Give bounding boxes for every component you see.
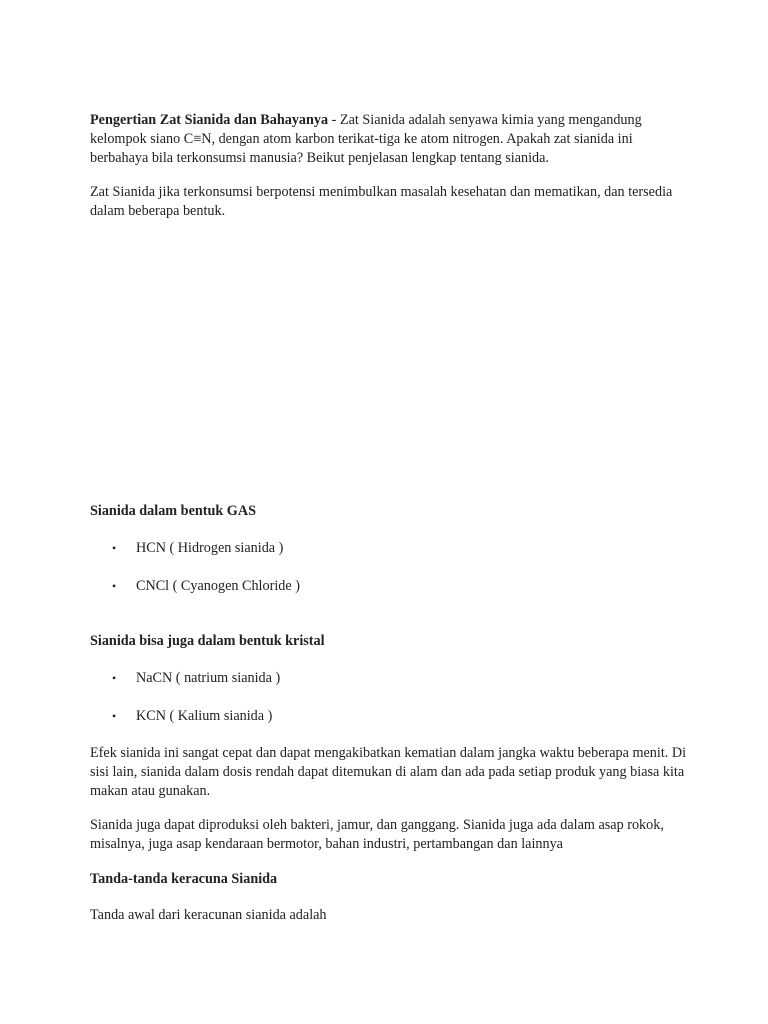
list-item-text: KCN ( Kalium sianida ) [136,708,273,724]
heading-signs: Tanda-tanda keracuna Sianida [90,871,278,887]
paragraph-forms: Zat Sianida jika terkonsumsi berpotensi menimbulkan masalah kesehatan dan mematikan, dan tersedia dalam beberapa bentuk. [90,184,673,219]
list-item [112,577,672,596]
heading-gas: Sianida dalam bentuk GAS [90,503,256,519]
intro-text: Zat Sianida adalah senyawa kimia yang mengandung kelompok siano C≡N, dengan atom karbon terikat-tiga ke atom nitrogen. Apakah zat sianida ini berbahaya bila terkonsumsi manusia? Beikut penjelasan lengkap tentang sianida. [90,112,642,166]
intro-paragraph [90,111,690,168]
heading-crystal: Sianida bisa juga dalam bentuk kristal [90,633,325,649]
bullet-icon: • [112,709,117,723]
intro-title: Pengertian Zat Sianida dan Bahayanya [90,112,329,128]
list-item-text: NaCN ( natrium sianida ) [136,670,281,686]
list-item [112,539,672,558]
list-item [112,669,672,688]
list-item-text: HCN ( Hidrogen sianida ) [136,540,284,556]
paragraph-source: Sianida juga dapat diproduksi oleh bakteri, jamur, dan ganggang. Sianida juga ada dalam asap rokok, misalnya, juga asap kendaraan bermotor, bahan industri, pertambangan dan lainnya [90,817,664,852]
list-item-text: CNCl ( Cyanogen Chloride ) [136,578,300,594]
bullet-icon: • [112,541,117,555]
paragraph-signs: Tanda awal dari keracunan sianida adalah [90,907,327,923]
bullet-icon: • [112,671,117,685]
paragraph-effect: Efek sianida ini sangat cepat dan dapat mengakibatkan kematian dalam jangka waktu beberapa menit. Di sisi lain, sianida dalam dosis rendah dapat ditemukan di alam dan ada pada setiap produk yang biasa kita makan atau gunakan. [90,745,687,799]
intro-separator: - [328,112,340,128]
bullet-icon: • [112,579,117,593]
list-item [112,707,672,726]
